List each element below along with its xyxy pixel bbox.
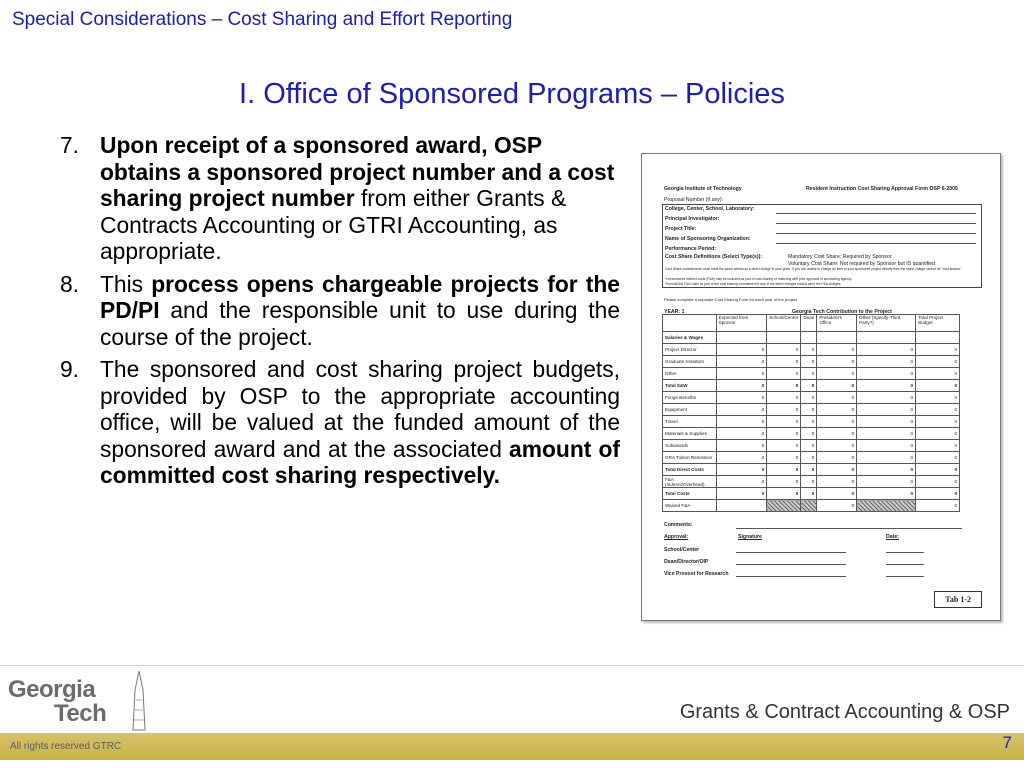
form-line xyxy=(736,564,846,565)
table-cell: 0 xyxy=(916,404,960,416)
form-line xyxy=(776,213,976,214)
table-cell: 0 xyxy=(767,380,801,392)
item-lead: The sponsored and cost sharing project budgets, provided by OSP to the appropriate accounting office, will be valued at the funded amount of the sponsored award and at the associated xyxy=(100,356,620,462)
form-note: *School/Unit F&A costs as part of the cost sharing commitment if any of the direct charges should carry the F&A charges. xyxy=(665,282,842,286)
table-cell: 0 xyxy=(767,464,801,476)
table-cell: 0 xyxy=(857,344,916,356)
form-field: Principal Investigator: xyxy=(665,216,720,222)
table-row xyxy=(663,416,960,428)
table-cell: 0 xyxy=(767,416,801,428)
table-cell: 0 xyxy=(857,488,916,500)
table-cell: 0 xyxy=(817,440,857,452)
table-cell: 0 xyxy=(767,488,801,500)
table-cell: 0 xyxy=(801,452,817,464)
form-date: Date: xyxy=(886,534,899,540)
table-cell: 0 xyxy=(716,416,767,428)
table-cell: 0 xyxy=(716,344,767,356)
table-cell: 0 xyxy=(716,440,767,452)
form-voluntary: Voluntary Cost Share: Not required by Sponsor but IS quantified xyxy=(788,261,936,267)
row-label: Subawards xyxy=(663,440,717,452)
table-row xyxy=(663,428,960,440)
table-cell: 0 xyxy=(716,488,767,500)
table-cell: 0 xyxy=(801,404,817,416)
table-cell: 0 xyxy=(767,356,801,368)
table-cell: 0 xyxy=(857,452,916,464)
table-cell: 0 xyxy=(817,452,857,464)
item-number: 9. xyxy=(60,356,80,382)
table-cell: 0 xyxy=(857,368,916,380)
form-approver: Vice Provost for Research xyxy=(664,571,729,577)
table-cell: 0 xyxy=(767,440,801,452)
list-item-9 xyxy=(60,356,620,489)
table-cell: 0 xyxy=(716,464,767,476)
table-cell xyxy=(857,332,916,344)
form-title: Resident Instruction Cost Sharing Approval Form OSP 6-2005 xyxy=(806,186,958,192)
table-cell: 0 xyxy=(916,464,960,476)
table-cell: 0 xyxy=(817,392,857,404)
table-cell: 0 xyxy=(817,344,857,356)
row-label: Equipment xyxy=(663,404,717,416)
form-proposal: Proposal Number (if any): xyxy=(664,197,724,203)
table-header-cell: Total Project Budget xyxy=(916,315,960,332)
table-cell: 0 xyxy=(817,428,857,440)
form-approver: Dean/Director/OIP xyxy=(664,559,709,565)
table-cell xyxy=(817,332,857,344)
table-row xyxy=(663,344,960,356)
table-cell: 0 xyxy=(801,488,817,500)
slide-title: I. Office of Sponsored Programs – Policies xyxy=(239,78,785,110)
form-note: *Unrecovered indirect costs (F&A) may be included as part of cost sharing or matching with prior approval of sponsoring agency. xyxy=(665,277,853,281)
table-header-cell: Other (Specify-Third Party?) xyxy=(857,315,916,332)
item-text xyxy=(100,271,620,351)
table-cell: 0 xyxy=(817,416,857,428)
table-row xyxy=(663,464,960,476)
item-rest: and the responsible unit to use during the course of the project. xyxy=(100,297,620,350)
table-cell: 0 xyxy=(916,416,960,428)
form-line xyxy=(886,576,924,577)
slide-body xyxy=(60,132,620,495)
row-label: Materials & Supplies xyxy=(663,428,717,440)
table-cell: 0 xyxy=(801,392,817,404)
header-title: Special Considerations – Cost Sharing and Effort Reporting xyxy=(12,9,513,30)
table-cell xyxy=(801,500,817,512)
table-cell: 0 xyxy=(801,476,817,488)
row-label: GRA Tuition Remission xyxy=(663,452,717,464)
table-row xyxy=(663,440,960,452)
form-line xyxy=(736,576,846,577)
table-row xyxy=(663,452,960,464)
table-cell: 0 xyxy=(857,380,916,392)
table-cell: 0 xyxy=(857,428,916,440)
table-cell: 0 xyxy=(817,476,857,488)
table-cell: 0 xyxy=(767,368,801,380)
table-cell xyxy=(716,332,767,344)
table-cell: 0 xyxy=(801,368,817,380)
table-cell: 0 xyxy=(801,464,817,476)
form-note: Cost Share commitments must meet the same criteria as a direct charge to your grant. If you are unable to charge an item to your sponsored project directly then the same charge cannot be "cost shared." xyxy=(665,267,962,271)
table-cell: 0 xyxy=(716,392,767,404)
item-lead: This xyxy=(100,270,152,297)
form-separate: Please complete a separate Cost Sharing Form for each year of the project. xyxy=(664,297,799,302)
form-year: YEAR: 1 xyxy=(664,309,685,315)
copyright: All rights reserved GTRC xyxy=(10,741,122,752)
georgia-tech-logo xyxy=(8,676,158,732)
table-cell: 0 xyxy=(801,380,817,392)
table-row xyxy=(663,392,960,404)
table-cell: 0 xyxy=(916,428,960,440)
footer-org: Grants & Contract Accounting & OSP xyxy=(679,701,1010,723)
table-cell xyxy=(767,500,801,512)
list-item-7 xyxy=(60,132,620,265)
table-header-cell xyxy=(663,315,717,332)
table-cell: 0 xyxy=(767,476,801,488)
budget-table xyxy=(662,314,960,512)
table-cell: 0 xyxy=(916,368,960,380)
table-cell: 0 xyxy=(801,440,817,452)
page-number: 7 xyxy=(1002,733,1012,752)
table-cell xyxy=(857,500,916,512)
cost-sharing-form-image xyxy=(641,153,1001,621)
table-cell: 0 xyxy=(716,368,767,380)
table-cell xyxy=(801,332,817,344)
table-cell: 0 xyxy=(916,344,960,356)
row-label: Total Costs xyxy=(663,488,717,500)
table-cell: 0 xyxy=(916,440,960,452)
table-cell: 0 xyxy=(801,416,817,428)
item-text xyxy=(100,132,620,265)
table-cell: 0 xyxy=(817,380,857,392)
item-text xyxy=(100,356,620,489)
table-row xyxy=(663,368,960,380)
form-approver: School/Center xyxy=(664,547,700,553)
row-label: Salaries & Wages xyxy=(663,332,717,344)
form-field: College, Center, School, Laboratory: xyxy=(665,206,755,212)
form-contrib: Georgia Tech Contribution to the Project xyxy=(792,309,892,315)
table-cell: 0 xyxy=(857,416,916,428)
form-line xyxy=(776,223,976,224)
table-cell: 0 xyxy=(916,356,960,368)
table-cell: 0 xyxy=(801,344,817,356)
form-org: Georgia Institute of Technology xyxy=(664,186,742,192)
logo-word-tech: Tech xyxy=(54,700,107,727)
table-row xyxy=(663,476,960,488)
form-line xyxy=(776,233,976,234)
form-line xyxy=(886,552,924,553)
table-cell: 0 xyxy=(716,356,767,368)
item-rest: from either Grants & Contracts Accounting or GTRI Accounting, as appropriate. xyxy=(100,185,567,264)
row-label: Other xyxy=(663,368,717,380)
table-cell: 0 xyxy=(817,488,857,500)
table-cell: 0 xyxy=(767,392,801,404)
table-cell: 0 xyxy=(716,404,767,416)
table-cell: 0 xyxy=(857,440,916,452)
table-cell: 0 xyxy=(916,392,960,404)
row-label: F&A (Indirect/Overhead) xyxy=(663,476,717,488)
table-row xyxy=(663,488,960,500)
form-mandatory: Mandatory Cost Share: Required by Sponsor xyxy=(788,254,892,260)
table-cell: 0 xyxy=(716,428,767,440)
table-cell: 0 xyxy=(857,356,916,368)
row-label: Total S&W xyxy=(663,380,717,392)
table-cell: 0 xyxy=(801,356,817,368)
footer-divider xyxy=(0,665,1024,666)
table-cell: 0 xyxy=(767,404,801,416)
table-cell: 0 xyxy=(716,380,767,392)
table-cell xyxy=(716,500,767,512)
form-comments: Comments: xyxy=(664,522,693,528)
table-row xyxy=(663,500,960,512)
table-row xyxy=(663,332,960,344)
table-cell: 0 xyxy=(916,500,960,512)
table-cell: 0 xyxy=(857,464,916,476)
form-approval: Approval: xyxy=(664,534,689,540)
list-item-8 xyxy=(60,271,620,351)
item-bold: Upon receipt of a sponsored award, OSP obtains a sponsored project number and a cost sharing project number xyxy=(100,132,615,211)
table-cell: 0 xyxy=(916,380,960,392)
table-cell: 0 xyxy=(801,428,817,440)
table-cell: 0 xyxy=(817,356,857,368)
table-header-cell: Dean xyxy=(801,315,817,332)
footer-bar xyxy=(0,733,1024,760)
table-cell xyxy=(767,332,801,344)
form-line xyxy=(736,528,962,529)
table-cell: 0 xyxy=(857,392,916,404)
item-number: 8. xyxy=(60,270,80,297)
row-label: Graduate Assistant xyxy=(663,356,717,368)
table-cell: 0 xyxy=(916,488,960,500)
item-number: 7. xyxy=(60,132,80,158)
row-label: Total Direct Costs xyxy=(663,464,717,476)
row-label: Travel xyxy=(663,416,717,428)
tower-icon xyxy=(130,670,148,732)
form-line xyxy=(736,552,846,553)
row-label: Fringe Benefits xyxy=(663,392,717,404)
table-header-cell: President's Office xyxy=(817,315,857,332)
form-signature: Signature xyxy=(738,534,762,540)
form-field: Performance Period: xyxy=(665,246,717,252)
table-cell: 0 xyxy=(767,344,801,356)
table-header-row xyxy=(663,315,960,332)
row-label: Project Director xyxy=(663,344,717,356)
form-field: Name of Sponsoring Organization: xyxy=(665,236,751,242)
table-row xyxy=(663,356,960,368)
item-bold: process opens chargeable projects for the PD/PI xyxy=(100,270,620,323)
form-defs: Cost Share Definitions (Select Type(s)): xyxy=(665,254,763,260)
table-cell: 0 xyxy=(767,452,801,464)
table-cell xyxy=(916,332,960,344)
logo-word-georgia: Georgia xyxy=(8,676,96,703)
table-cell: 0 xyxy=(716,476,767,488)
table-cell: 0 xyxy=(857,404,916,416)
tab-label: Tab 1-2 xyxy=(934,591,982,608)
table-cell: 0 xyxy=(767,428,801,440)
table-cell: 0 xyxy=(817,500,857,512)
table-row xyxy=(663,380,960,392)
table-cell: 0 xyxy=(916,452,960,464)
table-row xyxy=(663,404,960,416)
table-cell: 0 xyxy=(857,476,916,488)
table-cell: 0 xyxy=(817,464,857,476)
form-line xyxy=(886,564,924,565)
table-cell: 0 xyxy=(716,452,767,464)
form-field: Project Title: xyxy=(665,226,697,232)
row-label: Waived F&A xyxy=(663,500,717,512)
item-bold: amount of committed cost sharing respectively. xyxy=(100,435,621,488)
table-header-cell: School/Center xyxy=(767,315,801,332)
table-cell: 0 xyxy=(817,368,857,380)
table-cell: 0 xyxy=(817,404,857,416)
form-line xyxy=(776,243,976,244)
table-cell: 0 xyxy=(916,476,960,488)
table-header-cell: Expected from Sponsor xyxy=(716,315,767,332)
